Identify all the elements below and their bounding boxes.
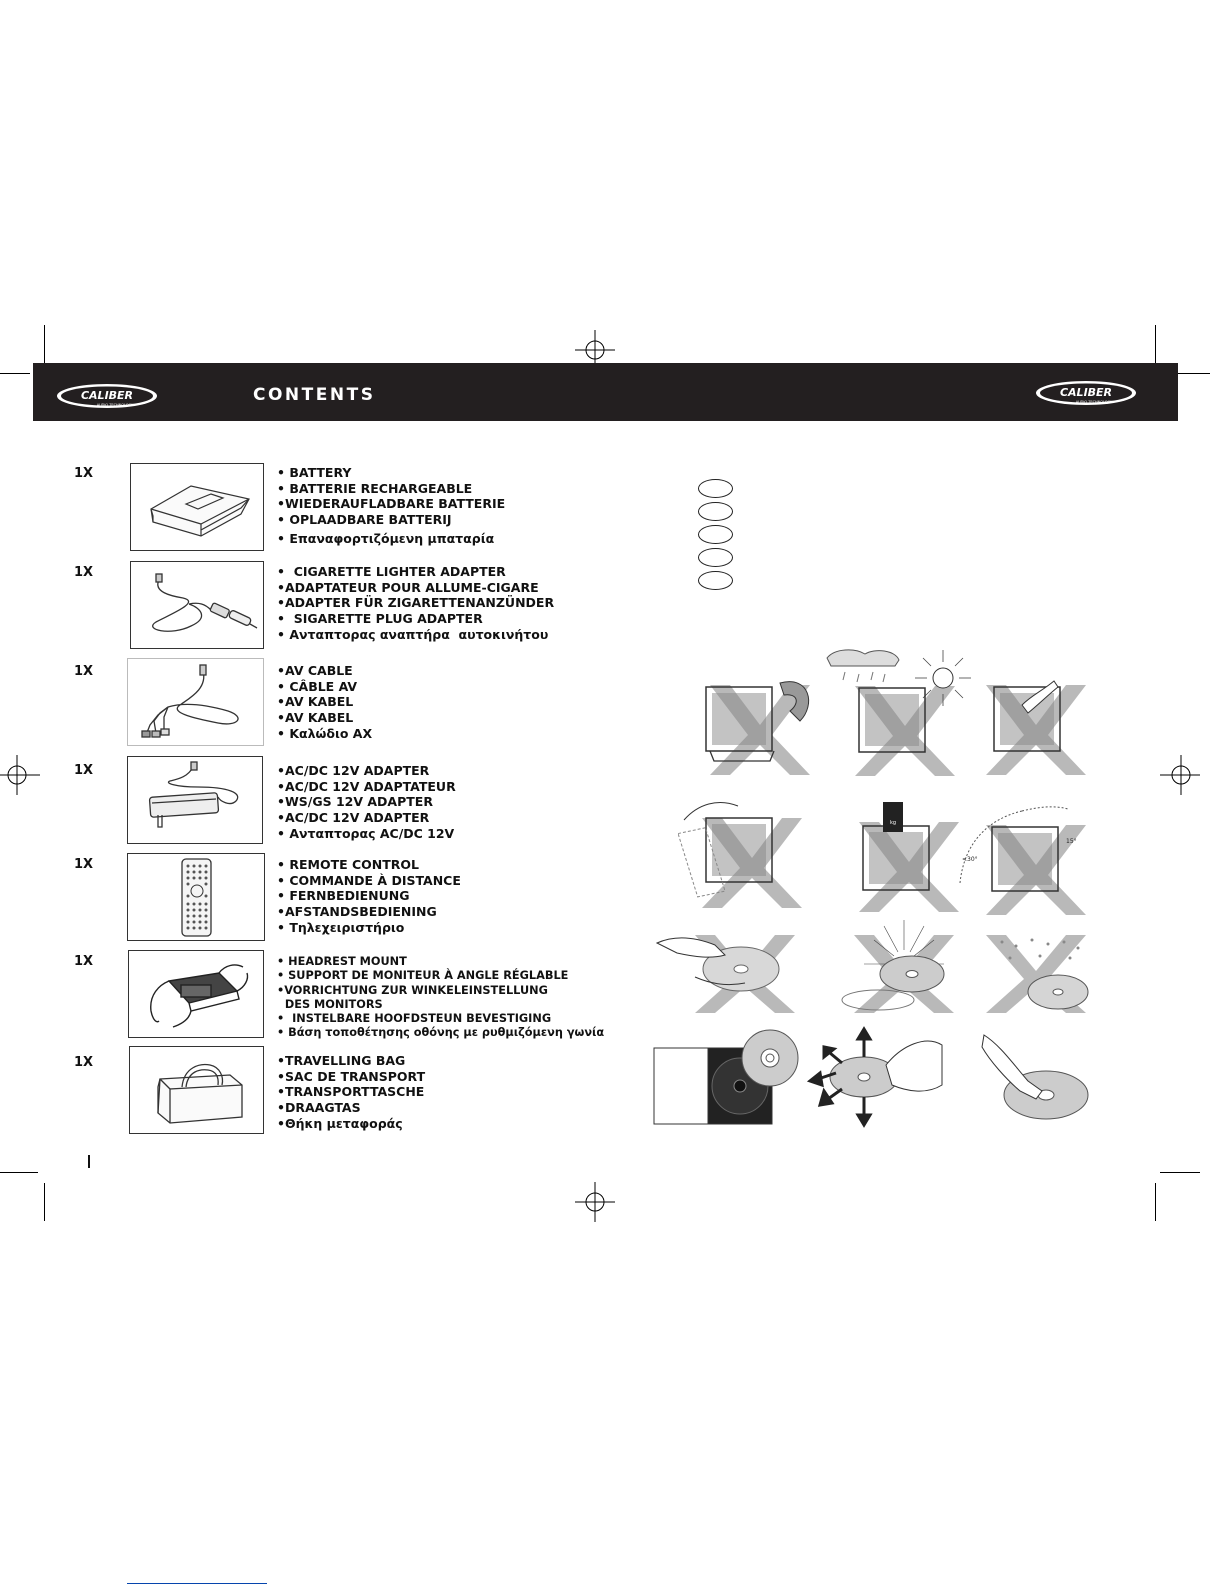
item-labels xyxy=(277,564,554,643)
crop-mark xyxy=(0,1172,38,1173)
svg-text:AUDIO TECHNOLOGY: AUDIO TECHNOLOGY xyxy=(1075,400,1113,404)
item-label: •Θήκη μεταφοράς xyxy=(277,1115,403,1131)
item-label: • REMOTE CONTROL xyxy=(277,857,419,872)
magnet-warning-illustration xyxy=(700,665,820,775)
item-labels xyxy=(277,857,461,936)
registration-mark-icon xyxy=(1160,755,1200,795)
link-underline xyxy=(127,1583,267,1584)
item-label: •TRAVELLING BAG xyxy=(277,1053,406,1068)
item-quantity: 1X xyxy=(74,857,94,872)
item-quantity: 1X xyxy=(74,1055,94,1070)
item-label: •WS/GS 12V ADAPTER xyxy=(277,794,433,810)
logo-text: CALIBER xyxy=(80,389,134,402)
item-label: • CÂBLE AV xyxy=(277,678,358,694)
battery-image xyxy=(130,463,264,551)
item-label: •WIEDERAUFLADBARE BATTERIE xyxy=(277,496,506,512)
registration-mark-icon xyxy=(575,1182,615,1222)
item-labels xyxy=(277,663,372,742)
heavy-object-warning-illustration xyxy=(855,800,975,915)
headrest-mount-image xyxy=(128,950,264,1038)
item-label: •AC/DC 12V ADAPTER xyxy=(277,763,430,778)
logo-text: CALIBER xyxy=(1059,386,1113,399)
crop-mark xyxy=(1160,1172,1200,1173)
item-label: •ADAPTER FÜR ZIGARETTENANZÜNDER xyxy=(277,595,555,611)
crop-mark xyxy=(1155,1183,1156,1221)
item-label: •AV KABEL xyxy=(277,694,354,710)
item-label: • Τηλεχειριστήριο xyxy=(277,919,405,935)
ac-dc-adapter-image xyxy=(127,756,263,844)
item-label: • Καλώδιο AX xyxy=(277,725,373,741)
svg-text:kg: kg xyxy=(889,820,897,826)
disc-wipe-direction-illustration xyxy=(806,1025,946,1130)
item-label: • FERNBEDIENUNG xyxy=(277,888,410,904)
item-label: • OPLAADBARE BATTERIJ xyxy=(277,512,452,528)
cigarette-adapter-image xyxy=(130,561,264,649)
disc-fingerprint-warning-illustration xyxy=(655,925,805,1015)
item-quantity: 1X xyxy=(74,664,94,679)
svg-text:15°: 15° xyxy=(1066,838,1077,845)
av-cable-image xyxy=(127,658,264,746)
item-label: • Βάση τοποθέτησης οθόνης με ρυθμιζόμενη γωνία xyxy=(277,1026,605,1040)
page-number xyxy=(88,1155,90,1168)
item-label: • Επαναφορτιζόμενη μπαταρία xyxy=(277,530,495,546)
tilt-warning-illustration xyxy=(678,800,808,910)
heat-rain-warning-illustration xyxy=(825,648,975,776)
remote-control-image xyxy=(127,853,265,941)
item-label: •VORRICHTUNG ZUR WINKELEINSTELLUNG xyxy=(277,983,548,997)
caliber-logo-left xyxy=(55,382,159,410)
item-label: • Ανταπτορας αναπτήρα αυτοκινήτου xyxy=(277,626,549,642)
disc-water-warning-illustration xyxy=(982,922,1102,1015)
item-label: •ADAPTATEUR POUR ALLUME-CIGARE xyxy=(277,579,539,595)
item-quantity: 1X xyxy=(74,954,94,969)
language-oval xyxy=(698,479,733,498)
crop-mark xyxy=(1155,325,1156,365)
language-oval xyxy=(698,502,733,521)
item-label: • BATTERY xyxy=(277,465,352,480)
item-label: • BATTERIE RECHARGEABLE xyxy=(277,480,473,496)
caliber-logo-right xyxy=(1034,379,1138,407)
page-title: CONTENTS xyxy=(253,385,376,405)
item-quantity: 1X xyxy=(74,763,94,778)
crop-mark xyxy=(0,373,30,374)
svg-text:AUDIO TECHNOLOGY: AUDIO TECHNOLOGY xyxy=(96,403,134,407)
item-labels xyxy=(277,465,505,547)
item-label: • HEADREST MOUNT xyxy=(277,955,407,968)
travelling-bag-image xyxy=(129,1046,264,1134)
crop-mark xyxy=(44,1183,45,1221)
item-label: •DRAAGTAS xyxy=(277,1100,361,1116)
registration-mark-icon xyxy=(0,755,40,795)
item-label: DES MONITORS xyxy=(277,997,383,1011)
item-label: •TRANSPORTTASCHE xyxy=(277,1084,425,1100)
item-label: • Ανταπτορας AC/DC 12V xyxy=(277,825,455,841)
item-label: • SIGARETTE PLUG ADAPTER xyxy=(277,611,483,627)
disc-case-storage-illustration xyxy=(652,1028,802,1128)
item-label: • COMMANDE À DISTANCE xyxy=(277,872,461,888)
item-labels xyxy=(277,1053,425,1132)
language-oval xyxy=(698,548,733,567)
item-labels xyxy=(277,955,604,1041)
item-label: •AV KABEL xyxy=(277,710,354,726)
item-label: •AC/DC 12V ADAPTER xyxy=(277,810,430,826)
item-quantity: 1X xyxy=(74,466,94,481)
disc-handling-illustration xyxy=(980,1025,1100,1130)
item-label: •AC/DC 12V ADAPTATEUR xyxy=(277,778,456,794)
item-label: •AV CABLE xyxy=(277,663,353,678)
language-oval xyxy=(698,525,733,544)
crop-mark xyxy=(44,325,45,365)
angle-limit-warning-illustration xyxy=(958,803,1093,918)
item-label: • SUPPORT DE MONITEUR À ANGLE RÉGLABLE xyxy=(277,969,569,983)
item-label: •AFSTANDSBEDIENING xyxy=(277,904,437,920)
svg-text:<30°: <30° xyxy=(962,856,978,863)
item-label: • CIGARETTE LIGHTER ADAPTER xyxy=(277,564,506,579)
item-quantity: 1X xyxy=(74,565,94,580)
item-labels xyxy=(277,763,456,842)
disc-sun-warning-illustration xyxy=(828,920,978,1015)
screen-touch-warning-illustration xyxy=(982,665,1102,775)
language-oval xyxy=(698,571,733,590)
item-label: • INSTELBARE HOOFDSTEUN BEVESTIGING xyxy=(277,1012,552,1026)
item-label: •SAC DE TRANSPORT xyxy=(277,1068,426,1084)
